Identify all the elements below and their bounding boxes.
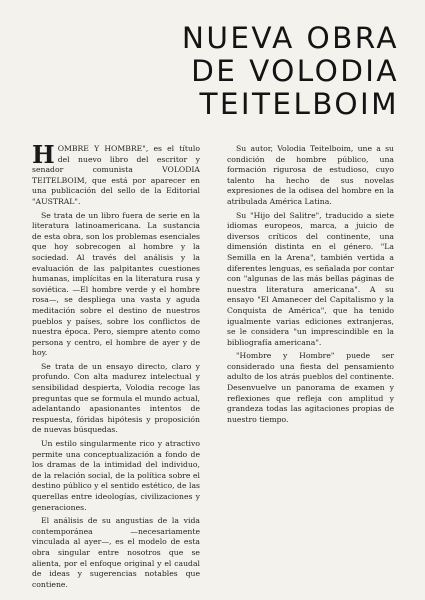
left-paragraph-2: Se trata de un libro fuera de serie en la literatura latinoamericana. La sustancia de esta obra, son los problemas esenciales que hoy sobrecogen al hombre y la sociedad. Al través del análisis y la evaluación de las palpitantes cuestiones humanas, implícitas en la literatura rusa y soviética. —El hombre verde y el hombre rosa—, se despliega una vasta y aguda meditación sobre el destino de nuestros pueblos y países, sobre los conflictos de nuestra época. Pero, siempre atento como persona y centro, el hombre de ayer y de hoy. [32,210,200,358]
headline-line-3: TEITELBOIM [199,87,399,121]
left-column [32,140,200,593]
right-paragraph-3: "Hombre y Hombre" puede ser considerado una fiesta del pensamiento adulto de los atrás pueblos del continente. Desenvuelve un panorama de examen y reflexiones que refleja con amplitud y grandeza todas las agitaciones propias de nuestro tiempo. [227,351,394,424]
headline-line-1: NUEVA OBRA [181,21,399,55]
headline-line-2: DE VOLODIA [191,54,399,88]
left-paragraph-4: Un estilo singularmente rico y atractivo permite una conceptualización a fondo de los dramas de la intimidad del individuo, de la relación social, de la política sobre el destino público y el sentido estético, de las querellas entre ideologías, civilizaciones y generaciones. [32,439,200,512]
right-paragraph-2: Su "Hijo del Salitre", traducido a siete idiomas europeos, marca, a juicio de diversos críticos del continente, una dimensión distinta en el género. "La Semilla en la Arena", también vertida a diferentes lenguas, es señalada por contar con "algunas de las más bellas páginas de nuestra literatura americana". A su ensayo "El Amanecer del Capitalismo y la Conquista de América", que ha tenido igualmente varias ediciones extranjeras, se le considera "un imprescindible en la bibliografía americana". [227,210,394,347]
left-paragraph-5: El análisis de su angustias de la vida contemporánea —necesariamente vinculada al ayer—, es el modelo de esta obra singular entre nosotros que se alienta, por el enfoque original y el caudal de ideas y sugerencias notables que contiene. [32,516,200,589]
right-column [227,144,394,428]
right-paragraph-1: Su autor, Volodia Teitelboim, une a su condición de hombre público, una formación rigurosa de estudioso, cuyo talento ha hecho de sus novelas expresiones de la odisea del hombre en la atribulada América Latina. [227,144,394,206]
left-paragraph-1-text: OMBRE Y HOMBRE", es el título del nuevo libro del escritor y senador comunista VOLODIA TEITELBOIM, que está por aparecer en una publicación del sello de la Editorial "AUSTRAL". [32,144,200,206]
drop-cap: H [32,140,55,169]
left-paragraph-3: Se trata de un ensayo directo, claro y profundo. Con alta madurez intelectual y sensibilidad despierta, Volodia recoge las preguntas que se formula el mundo actual, adelantando apasionantes intentos de respuesta, fóridas hipótesis y proposición de nuevas búsquedas. [32,361,200,435]
left-paragraph-1 [32,140,200,208]
article-headline [149,22,399,121]
